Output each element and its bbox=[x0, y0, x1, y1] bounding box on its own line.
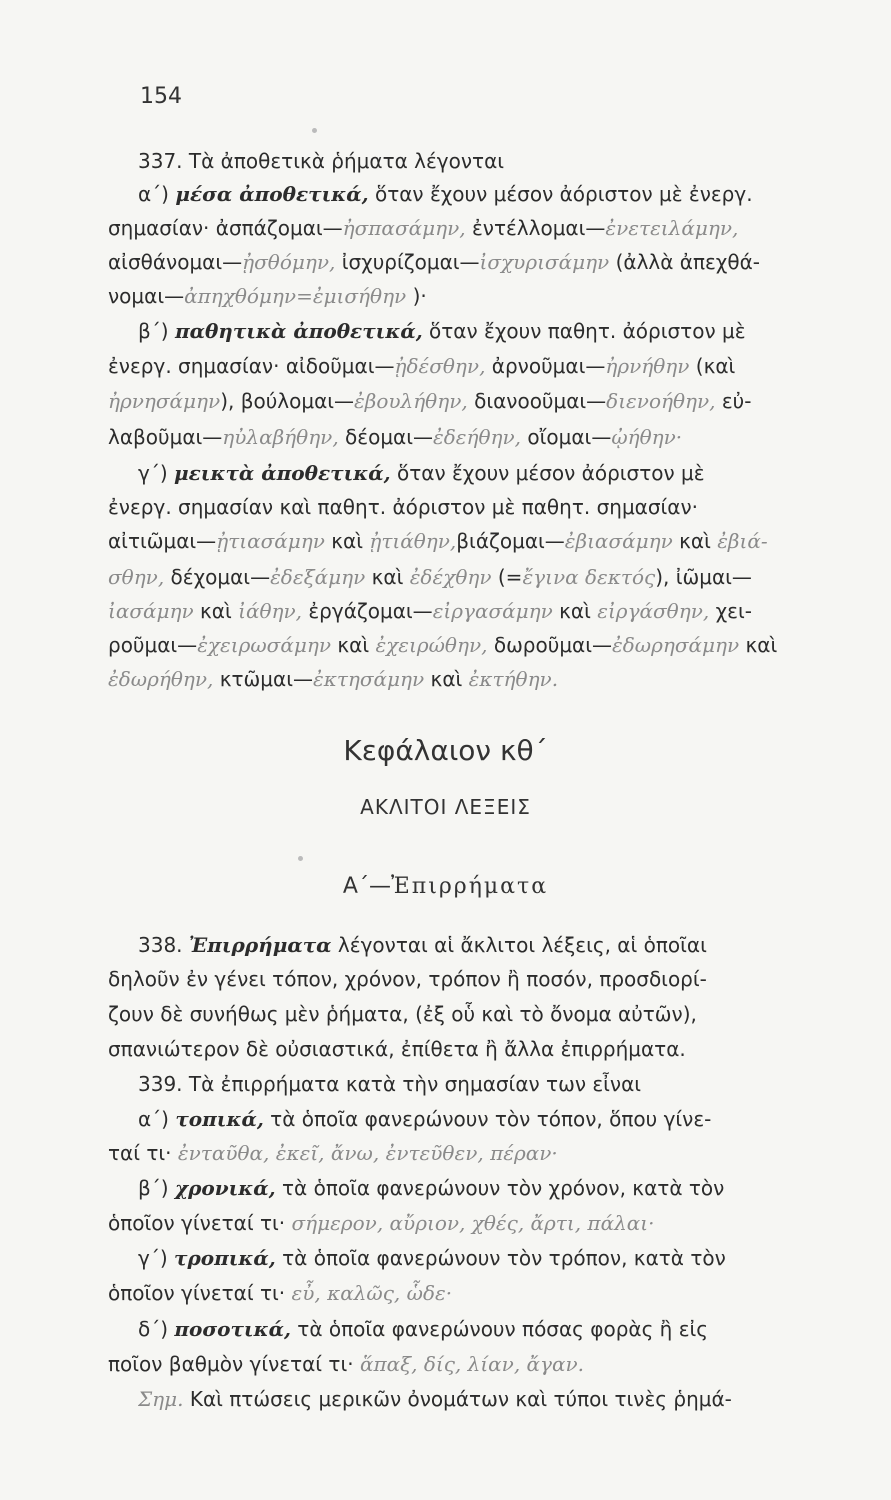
text-line: δ΄) ποσοτικά, τὰ ὁποῖα φανερώνουν πόσας φορὰς ἢ εἰς bbox=[138, 1317, 709, 1341]
text-line: ταί τι· ἐνταῦθα, ἐκεῖ, ἄνω, ἐντεῦθεν, πέραν· bbox=[108, 1141, 558, 1165]
text-line: ὁποῖον γίνεταί τι· εὖ, καλῶς, ὧδε· bbox=[108, 1281, 453, 1305]
text-line: γ΄) τροπικά, τὰ ὁποῖα φανερώνουν τὸν τρόπον, κατὰ τὸν bbox=[138, 1246, 726, 1270]
text-line: ζουν δὲ συνήθως μὲν ῥήματα, (ἐξ οὗ καὶ τὸ ὄνομα αὐτῶν), bbox=[108, 1002, 697, 1026]
text-line: 339. Τὰ ἐπιρρήματα κατὰ τὴν σημασίαν των εἶναι bbox=[138, 1072, 642, 1096]
text-line: β΄) χρονικά, τὰ ὁποῖα φανερώνουν τὸν χρόνον, κατὰ τὸν bbox=[138, 1176, 725, 1200]
text-line: σπανιώτερον δὲ οὐσιαστικά, ἐπίθετα ἢ ἄλλα ἐπιρρήματα. bbox=[108, 1037, 686, 1061]
text-line: ἐνεργ. σημασίαν καὶ παθητ. ἀόριστον μὲ παθητ. σημασίαν· bbox=[108, 495, 699, 519]
speck bbox=[312, 128, 317, 133]
section-title bbox=[0, 874, 891, 899]
text-line: ἐνεργ. σημασίαν· αἰδοῦμαι—ᾐδέσθην, ἀρνοῦμαι—ἠρνήθην (καὶ bbox=[108, 354, 736, 378]
text-line: αἰσθάνομαι—ᾐσθόμην, ἰσχυρίζομαι—ἰσχυρισάμην (ἀλλὰ ἀπεχθά- bbox=[108, 250, 760, 274]
chapter-title: Κεφάλαιον κθ΄ bbox=[343, 734, 548, 767]
text-line: Σημ. Καὶ πτώσεις μερικῶν ὀνομάτων καὶ τύποι τινὲς ῥημά- bbox=[138, 1387, 732, 1411]
text-line: ἐδωρήθην, κτῶμαι—ἐκτησάμην καὶ ἐκτήθην. bbox=[108, 667, 559, 691]
page-number: 154 bbox=[140, 84, 182, 109]
text-line: 338. Ἐπιρρήματα λέγονται αἱ ἄκλιτοι λέξεις, αἱ ὁποῖαι bbox=[138, 933, 707, 957]
text-line: αἰτιῶμαι—ᾐτιασάμην καὶ ᾐτιάθην,βιάζομαι—ἐβιασάμην καὶ ἐβιά- bbox=[108, 529, 768, 553]
text-line: α΄) τοπικά, τὰ ὁποῖα φανερώνουν τὸν τόπον, ὅπου γίνε- bbox=[138, 1107, 712, 1131]
text-line: σθην, δέχομαι—ἐδεξάμην καὶ ἐδέχθην (=ἔγινα δεκτός), ἰῶμαι— bbox=[108, 565, 752, 589]
text-line: ποῖον βαθμὸν γίνεταί τι· ἅπαξ, δίς, λίαν, ἄγαν. bbox=[108, 1352, 585, 1376]
text-line: γ΄) μεικτὰ ἀποθετικά, ὅταν ἔχουν μέσον ἀόριστον μὲ bbox=[138, 461, 705, 485]
text-line: β΄) παθητικὰ ἀποθετικά, ὅταν ἔχουν παθητ. ἀόριστον μὲ bbox=[138, 319, 746, 343]
text-line: δηλοῦν ἐν γένει τόπον, χρόνον, τρόπον ἢ ποσόν, προσδιορί- bbox=[108, 967, 707, 991]
speck bbox=[298, 856, 303, 861]
section-name: Ἐπιρρήματα bbox=[390, 874, 549, 899]
text-line: ἰασάμην καὶ ἰάθην, ἐργάζομαι—εἰργασάμην καὶ εἰργάσθην, χει- bbox=[108, 599, 752, 623]
text-line: νομαι—ἀπηχθόμην=ἐμισήθην )· bbox=[108, 284, 427, 308]
text-line: α΄) μέσα ἀποθετικά, ὅταν ἔχουν μέσον ἀόριστον μὲ ἐνεργ. bbox=[138, 182, 753, 206]
section-letter: Α΄— bbox=[342, 874, 391, 899]
text-line: 337. Τὰ ἀποθετικὰ ῥήματα λέγονται bbox=[138, 149, 505, 173]
text-line: ὁποῖον γίνεταί τι· σήμερον, αὔριον, χθές, ἄρτι, πάλαι· bbox=[108, 1211, 655, 1235]
text-line: λαβοῦμαι—ηὐλαβήθην, δέομαι—ἐδεήθην, οἴομαι—ᾠήθην· bbox=[108, 425, 683, 449]
chapter-subtitle: ΑΚΛΙΤΟΙ ΛΕΞΕΙΣ bbox=[360, 795, 531, 819]
text-line: σημασίαν· ἀσπάζομαι—ἠσπασάμην, ἐντέλλομαι—ἐνετειλάμην, bbox=[108, 216, 739, 240]
text-line: ἠρνησάμην), βούλομαι—ἐβουλήθην, διανοοῦμαι—διενοήθην, εὐ- bbox=[108, 389, 752, 413]
text-line: ροῦμαι—ἐχειρωσάμην καὶ ἐχειρώθην, δωροῦμαι—ἐδωρησάμην καὶ bbox=[108, 633, 778, 657]
